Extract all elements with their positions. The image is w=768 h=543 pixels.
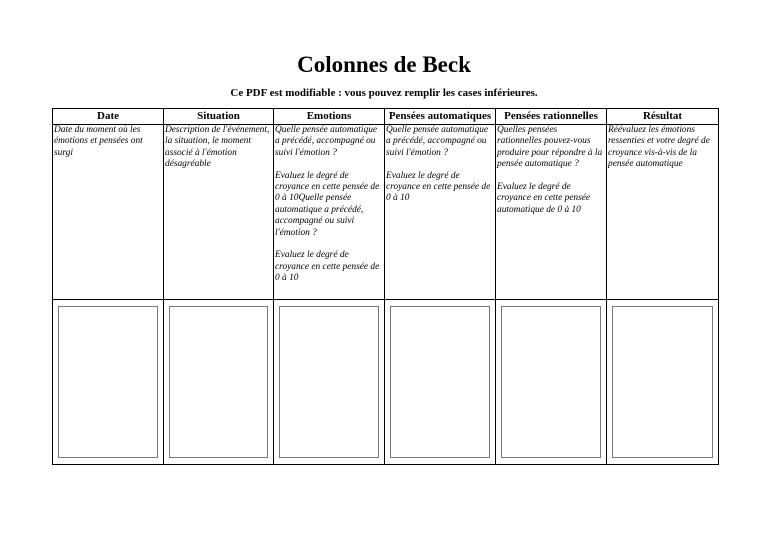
page-title: Colonnes de Beck: [297, 52, 471, 77]
pensees-rationnelles-text-field[interactable]: [501, 306, 601, 458]
header-situation: Situation: [164, 109, 274, 125]
cell-resultat: [607, 300, 719, 465]
input-row: [53, 300, 719, 465]
page-subtitle: Ce PDF est modifiable : vous pouvez remplir les cases inférieures.: [230, 87, 538, 99]
description-date: Date du moment où les émotions et pensées ont surgi: [53, 125, 164, 300]
description-pensees-rationnelles: Quelles pensées rationnelles pouvez-vous produire pour répondre à la pensée automatique ? Evaluez le degré de croyance en cette pensée automatique de 0 à 10: [496, 125, 607, 300]
pensees-automatiques-text-field[interactable]: [390, 306, 490, 458]
header-resultat: Résultat: [607, 109, 719, 125]
cell-pensees-automatiques: [385, 300, 496, 465]
description-pensees-automatiques: Quelle pensée automatique a précédé, accompagné ou suivi l'émotion ? Evaluez le degré de croyance en cette pensée de 0 à 10: [385, 125, 496, 300]
situation-text-field[interactable]: [169, 306, 268, 458]
emotions-text-field[interactable]: [279, 306, 379, 458]
cell-situation: [164, 300, 274, 465]
header-emotions: Emotions: [274, 109, 385, 125]
resultat-text-field[interactable]: [612, 306, 713, 458]
beck-columns-table: [52, 108, 719, 465]
cell-date: [53, 300, 164, 465]
cell-emotions: [274, 300, 385, 465]
header-row: [53, 109, 719, 125]
date-text-field[interactable]: [58, 306, 158, 458]
header-pensees-rationnelles: Pensées rationnelles: [496, 109, 607, 125]
description-row: [53, 125, 719, 300]
cell-pensees-rationnelles: [496, 300, 607, 465]
description-situation: Description de l'événement, la situation, le moment associé à l'émotion désagréable: [164, 125, 274, 300]
header-pensees-automatiques: Pensées automatiques: [385, 109, 496, 125]
header-date: Date: [53, 109, 164, 125]
description-emotions: Quelle pensée automatique a précédé, accompagné ou suivi l'émotion ? Evaluez le degré de croyance en cette pensée de 0 à 10Quelle pensée automatique a précédé, accompagné ou suivi l'émotion ? Evaluez le degré de croyance en cette pensée de 0 à 10: [274, 125, 385, 300]
description-resultat: Réévaluez les émotions ressenties et votre degré de croyance vis-à-vis de la pensée automatique: [607, 125, 719, 300]
